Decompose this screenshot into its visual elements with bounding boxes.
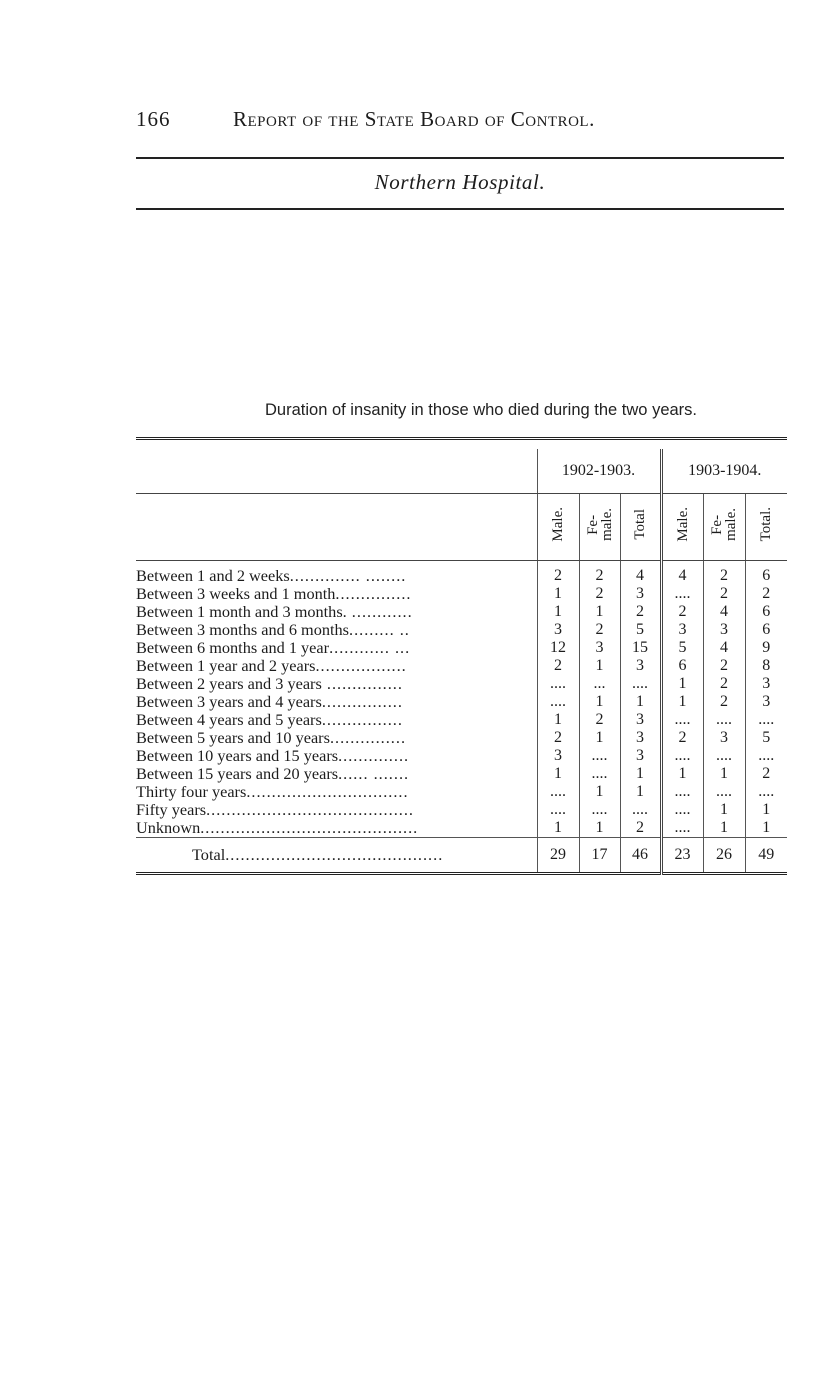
table-cell: ....	[620, 801, 661, 819]
total-cell: 46	[620, 838, 661, 874]
row-label: Between 2 years and 3 years	[136, 675, 322, 693]
table-cell: 4	[703, 603, 745, 621]
duration-table	[136, 437, 787, 879]
row-label: Between 15 years and 20 years	[136, 765, 339, 783]
running-header	[136, 107, 786, 137]
row-label: Between 10 years and 15 years	[136, 747, 339, 765]
total-cell: 23	[661, 838, 703, 874]
table-cell: 6	[745, 567, 787, 585]
table-cell: ....	[661, 819, 703, 838]
leader-dots: .............. ........	[289, 567, 407, 585]
table-row	[136, 711, 787, 729]
table-row	[136, 621, 787, 639]
table-cell: 2	[745, 765, 787, 783]
table-cell: 1	[745, 801, 787, 819]
col-female-1903: Fe- male.	[709, 508, 739, 541]
table-cell: ....	[579, 747, 620, 765]
table-cell: 3	[620, 585, 661, 603]
table-cell: 3	[620, 657, 661, 675]
table-cell: 1	[703, 819, 745, 838]
table-cell: 2	[661, 729, 703, 747]
row-label: Between 3 weeks and 1 month	[136, 585, 336, 603]
col-male-1903: Male.	[674, 507, 691, 542]
leader-dots: ......... ..	[349, 621, 410, 639]
table-cell: ....	[579, 765, 620, 783]
row-label: Fifty years	[136, 801, 207, 819]
table-cell: ....	[661, 801, 703, 819]
table-cell: 4	[620, 567, 661, 585]
table-cell: 1	[579, 729, 620, 747]
table-cell: 1	[703, 801, 745, 819]
leader-dots: ................	[321, 693, 403, 711]
table-cell: ....	[620, 675, 661, 693]
table-cell: 1	[537, 819, 579, 838]
table-cell: 3	[703, 729, 745, 747]
table-cell: 2	[537, 657, 579, 675]
table-cell: 2	[579, 621, 620, 639]
table-row	[136, 603, 787, 621]
leader-dots: .........................................	[206, 801, 414, 819]
table-row	[136, 585, 787, 603]
table-cell: ....	[537, 783, 579, 801]
table-cell: 2	[745, 585, 787, 603]
row-label: Between 1 month and 3 months.	[136, 603, 347, 621]
table-cell: 2	[579, 567, 620, 585]
table-cell: 2	[579, 711, 620, 729]
table-cell: 3	[537, 747, 579, 765]
table-cell: 3	[745, 693, 787, 711]
table-cell: 2	[703, 567, 745, 585]
period-1902-1903: 1902-1903.	[537, 449, 661, 494]
leader-dots: ...... .......	[338, 765, 410, 783]
table-cell: 1	[579, 819, 620, 838]
table-cell: 2	[620, 603, 661, 621]
table-cell: 2	[579, 585, 620, 603]
table-cell: 1	[620, 783, 661, 801]
period-header-row	[136, 449, 787, 494]
table-cell: 8	[745, 657, 787, 675]
table-row	[136, 567, 787, 585]
table-cell: ....	[537, 693, 579, 711]
table-caption: Duration of insanity in those who died during the two years.	[265, 401, 697, 419]
table-cell: 3	[537, 621, 579, 639]
table-cell: 1	[579, 783, 620, 801]
total-row	[136, 838, 787, 874]
header-rule	[136, 157, 784, 159]
table-cell: 2	[620, 819, 661, 838]
col-total-1903: Total.	[758, 507, 775, 542]
table-cell: 6	[745, 621, 787, 639]
total-cell: 26	[703, 838, 745, 874]
table-cell: 3	[745, 675, 787, 693]
table-cell: 9	[745, 639, 787, 657]
table-cell: 1	[703, 765, 745, 783]
table-row	[136, 819, 787, 838]
table-cell: 1	[537, 603, 579, 621]
leader-dots: ............ ...	[329, 639, 411, 657]
row-label: Unknown	[136, 819, 201, 837]
leader-dots: ............	[346, 603, 413, 621]
column-header-row	[136, 494, 787, 561]
table-cell: 1	[579, 657, 620, 675]
table-cell: 4	[661, 567, 703, 585]
table-cell: 1	[661, 693, 703, 711]
table-cell: 2	[661, 603, 703, 621]
leader-dots: ...............	[329, 729, 407, 747]
total-cell: 17	[579, 838, 620, 874]
row-label: Between 6 months and 1 year	[136, 639, 330, 657]
table-cell: 3	[620, 729, 661, 747]
table-cell: 2	[703, 585, 745, 603]
table-row	[136, 801, 787, 819]
total-leader-dots: ...........................................	[225, 845, 444, 864]
table-cell: ....	[703, 747, 745, 765]
table-cell: 5	[661, 639, 703, 657]
table-row	[136, 783, 787, 801]
running-title: Report of the State Board of Control.	[233, 107, 595, 131]
leader-dots: ................	[321, 711, 403, 729]
row-label: Between 5 years and 10 years	[136, 729, 330, 747]
leader-dots: ...............	[335, 585, 412, 603]
table-cell: 1	[745, 819, 787, 838]
table-row	[136, 729, 787, 747]
table-cell: 2	[703, 657, 745, 675]
table-row	[136, 747, 787, 765]
table-cell: 1	[661, 765, 703, 783]
page-number: 166	[136, 107, 171, 131]
table-cell: 1	[537, 765, 579, 783]
table-cell: 3	[620, 711, 661, 729]
table-cell: 3	[620, 747, 661, 765]
section-subtitle: Northern Hospital.	[374, 170, 546, 194]
table-cell: ...	[579, 675, 620, 693]
table-cell: 3	[703, 621, 745, 639]
leader-dots: ..............	[338, 747, 410, 765]
table-cell: ....	[579, 801, 620, 819]
table-cell: ....	[661, 711, 703, 729]
period-1903-1904: 1903-1904.	[661, 449, 787, 494]
table-row	[136, 657, 787, 675]
table-cell: ....	[537, 801, 579, 819]
table-cell: 1	[620, 765, 661, 783]
row-label: Between 1 year and 2 years	[136, 657, 316, 675]
row-label: Between 3 months and 6 months	[136, 621, 349, 639]
table-cell: ....	[745, 747, 787, 765]
total-cell: 49	[745, 838, 787, 874]
table-cell: ....	[537, 675, 579, 693]
row-label: Thirty four years	[136, 783, 247, 801]
table-cell: 5	[620, 621, 661, 639]
table-row	[136, 693, 787, 711]
leader-dots: ..................	[315, 657, 407, 675]
row-label: Between 1 and 2 weeks	[136, 567, 290, 585]
table-cell: ....	[703, 783, 745, 801]
table-cell: 1	[661, 675, 703, 693]
table-cell: 2	[703, 693, 745, 711]
row-label: Between 4 years and 5 years	[136, 711, 322, 729]
table-cell: ....	[703, 711, 745, 729]
table-cell: 2	[537, 567, 579, 585]
col-total-1902: Total	[632, 509, 648, 540]
total-label: Total	[192, 845, 226, 864]
leader-dots: ...............	[321, 675, 403, 693]
leader-dots: ................................	[246, 783, 409, 801]
table-cell: ....	[745, 783, 787, 801]
table-cell: 1	[579, 693, 620, 711]
table-cell: 1	[537, 585, 579, 603]
table-cell: 5	[745, 729, 787, 747]
total-cell: 29	[537, 838, 579, 874]
table-cell: ....	[661, 585, 703, 603]
leader-dots: ...........................................	[200, 819, 419, 837]
table-cell: 1	[537, 711, 579, 729]
table-cell: 12	[537, 639, 579, 657]
col-female-1902: Fe- male.	[584, 508, 615, 541]
table-cell: 6	[661, 657, 703, 675]
table-cell: 3	[579, 639, 620, 657]
table-row	[136, 675, 787, 693]
table-cell: ....	[661, 747, 703, 765]
table-cell: 1	[579, 603, 620, 621]
table-row	[136, 639, 787, 657]
table-cell: 15	[620, 639, 661, 657]
table-cell: 2	[537, 729, 579, 747]
table-cell: 6	[745, 603, 787, 621]
table-cell: 4	[703, 639, 745, 657]
subtitle-rule	[136, 208, 784, 210]
table-cell: 1	[620, 693, 661, 711]
col-male-1902: Male.	[550, 507, 566, 542]
table-row	[136, 765, 787, 783]
table-cell: 3	[661, 621, 703, 639]
table-cell: ....	[661, 783, 703, 801]
table-cell: ....	[745, 711, 787, 729]
row-label: Between 3 years and 4 years	[136, 693, 322, 711]
table-cell: 2	[703, 675, 745, 693]
